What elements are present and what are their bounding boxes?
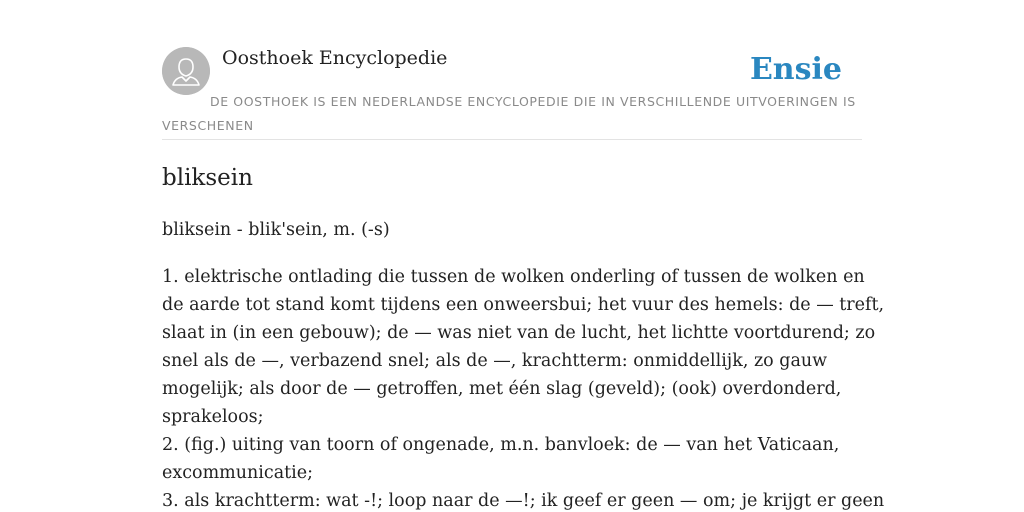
definition-line: sprakeloos; xyxy=(162,407,264,427)
headword-pronunciation: bliksein - blik'sein, m. (-s) xyxy=(162,220,390,240)
definition-line: 3. als krachtterm: wat -!; loop naar de —!; ik geef er geen — om; je krijgt er geen xyxy=(162,491,885,511)
definition-text xyxy=(162,263,885,512)
ensie-logo[interactable]: Ensie xyxy=(749,52,842,87)
definition-line: 2. (fig.) uiting van toorn of ongenade, m.n. banvloek: de — van het Vaticaan, xyxy=(162,435,840,455)
definition-line: excommunicatie; xyxy=(162,463,314,483)
source-name-link[interactable]: Oosthoek Encyclopedie xyxy=(222,47,448,69)
definition-line: mogelijk; als door de — getroffen, met één slag (geveld); (ook) overdonderd, xyxy=(162,379,842,399)
source-header xyxy=(162,46,862,140)
definition-line: de aarde tot stand komt tijdens een onweersbui; het vuur des hemels: de — treft, xyxy=(162,295,885,315)
definition-line: slaat in (in een gebouw); de — was niet van de lucht, het lichtte voortdurend; zo xyxy=(162,323,876,343)
entry-title: bliksein xyxy=(162,165,253,191)
definition-line: 1. elektrische ontlading die tussen de wolken onderling of tussen de wolken en xyxy=(162,267,865,287)
definition-line: snel als de —, verbazend snel; als de —, krachtterm: onmiddellijk, zo gauw xyxy=(162,351,828,371)
source-description: DE OOSTHOEK IS EEN NEDERLANDSE ENCYCLOPEDIE DIE IN VERSCHILLENDE UITVOERINGEN IS VERSCHENEN xyxy=(162,94,856,133)
user-silhouette-icon[interactable] xyxy=(162,47,210,95)
